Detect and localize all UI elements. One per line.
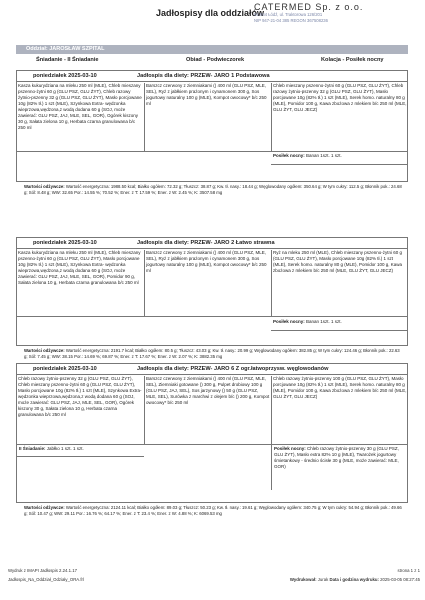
lunch-cell: Barszcz czerwony z ziemniakami () 400 ml (GLU PSZ, MLE, SEL), Ryż z jabłkiem prażonym i cynamonem 300 g, Sos jogurtowy naturalny 100 g (MLE), Kompot owocowy* b/c 250 ml (144, 250, 271, 316)
footer-app-version: Wydruk z IMAPI Jadłospis 2.24.1.17 (8, 568, 77, 573)
dinner-cell: Chleb mieszany pszenno-żytni 60 g (GLU PSZ, GLU ŻYT), Chleb razowy żytnio-pszenny 32 g (GLU PSZ, GLU ŻYT), Masło porcjowane 10g (82% tł.) 1 szt (MLE), Serek homo. naturalny 80 g (MLE), Pomidor 100 g, Kawa zbożowa z mlekiem b/c 250 ml (MLE, GLU ŻYT, GLU JECZ) (271, 83, 408, 151)
nutrition-text: Wartość energetyczna: 1988.50 kcal; Białko ogółem: 72.32 g; Tłuszcz: 38.87 g; Kw. tł. nasy.: 18.44 g; Węglowodany ogółem: 350.64 g; W tym cukry: 112.5 g; Błonnik pok.: 24.68 g; Sól: 8.48 g; WW: 32.65 Por.: 14.55 %; 70.52 %; Ener. z T: 17.59 %; Ener. z W: 2.45 %; K: 3507.58 mg (24, 184, 402, 195)
dinner-cell: Ryż na mleku 250 ml (MLE), Chleb mieszany pszenno-żytni 60 g (GLU PSZ, GLU ŻYT), Masło porcjowane 10g (82% tł.) 1 szt (MLE), Serek homo. naturalny 80 g (MLE), Pomidor 100 g, Kawa zbożowa z mlekiem b/c 250 ml (MLE, GLU ŻYT, GLU JECZ) (271, 250, 408, 316)
lunch-cell: Barszcz czerwony z ziemniakami () 400 ml (GLU PSZ, MLE, SEL), Ziemniaki gotowane () 300 g, Pulpet drobiowy 100 g (GLU PSZ, JAJ, SEL), Sos jarzynowy () 50 g (GLU PSZ, MLE, SEL), Surówka z marchwi z olejem b/c () 200 g, Kompot owocowy* b/c 250 ml (144, 376, 271, 444)
page-number: strona 1 z 1 (397, 568, 420, 573)
footer-right (252, 566, 420, 584)
printed-date: 2025-03-05 08:27:45 (380, 577, 420, 582)
block-header (17, 238, 407, 249)
printed-by-label: Wydrukował: (289, 577, 317, 582)
column-header-breakfast: Śniadanie - II Śniadanie (36, 57, 99, 63)
nutrition-text: Wartość energetyczna: 2124.11 kcal; Białko ogółem: 89.03 g; Tłuszcz: 50.23 g; Kw. tł. nasy.: 19.61 g; Węglowodany ogółem: 340.75 g; W tym cukry: 54.94 g; Błonnik pok.: 49.66 g; Sól: 10.47 g; WW: 29.11 Por.: 16.76 %; 64.17 %; Ener. z T: 23.4 %; Ener. z W: 4.88 %; K: 6069.53 mg (24, 505, 402, 516)
block-day: poniedziałek 2025-03-10 (33, 73, 97, 79)
block-header (17, 71, 407, 82)
divider (17, 316, 408, 317)
night-snack-label: Posiłek nocny: (273, 319, 305, 324)
divider (271, 330, 408, 331)
column-headers (16, 55, 408, 66)
nutrition-label: Wartości odżywcze: (24, 348, 65, 353)
nutrition-values-2 (24, 348, 404, 360)
breakfast-cell: Chleb razowy żytnio-pszenny 32 g (GLU PSZ, GLU ŻYT), Chleb mieszany pszenno-żytni 60 g (GLU PSZ, GLU ŻYT), Masło porcjowane 10g (82% tł.) 1 szt (MLE), Szynkowa Extra- wędzonka wieprzowa,wędzona,z wodą dodana 60 g (SOJ, może zawierać: GLU PSZ, JAJ, MLE, SEL, GOR), Ogórek kiszony 30 g, Sałata zielona 10 g, Herbata czarna granulowana b/c 250 ml (18, 376, 142, 417)
breakfast-cell: Kasza kukurydziana na mleku 250 ml (MLE), Chleb mieszany pszenno-żytni 60 g (GLU PSZ, GLU ŻYT), Chleb razowy żytnio-pszenny 32 g (GLU PSZ, GLU ŻYT), Masło porcjowane 10g (82% tł.) 1 szt (MLE), Szynkowa Extra- wędzonka wieprzowa,wędzona,z wodą dodana 60 g (SOJ, może zawierać: GLU PSZ, JAJ, MLE, SEL, GOR), Ogórek kiszony 30 g, Sałata zielona 10 g, Herbata czarna granulowana b/c 250 ml (18, 83, 142, 130)
nutrition-text: Wartość energetyczna: 2191.7 kcal; Białko ogółem: 80.5 g; Tłuszcz: 43.03 g; Kw. tł. nasy.: 20.99 g; Węglowodany ogółem: 382.85 g; W tym cukry: 124.46 g; Błonnik pok.: 22.63 g; Sól: 7.45 g; WW: 38.15 Por.: 14.69 %; 69.87 %; Ener. z T: 17.67 %; Ener. z W: 2.07 %; K: 3882.35 mg (24, 348, 400, 359)
night-snack-text: Banan 1szt. 1 szt. (306, 153, 342, 158)
nutrition-values-3 (24, 505, 404, 517)
breakfast-cell: Kasza kukurydziana na mleku 250 ml (MLE), Chleb mieszany pszenno-żytni 60 g (GLU PSZ, GLU ŻYT), Masło porcjowane 10g (82% tł.) 1 szt (MLE), Szynkowa Extra- wędzonka wieprzowa,wędzona,z wodą dodana 60 g (SOJ, może zawierać: GLU PSZ, JAJ, MLE, SEL, GOR), Pomidor 90 g, Sałata zielona 10 g, Herbata czarna granulowana b/c 250 ml (18, 250, 141, 285)
menu-block-diet-1 (16, 70, 408, 182)
second-breakfast-text: Jabłko 1 szt. 1 szt. (46, 446, 84, 451)
company-name: CATERMED Sp. z o.o. (254, 2, 364, 12)
night-snack (271, 152, 408, 160)
night-snack-text: Banan 1szt. 1 szt. (306, 319, 342, 324)
night-snack-label: Posiłek nocny: (274, 446, 306, 451)
second-breakfast (17, 445, 144, 453)
company-tax-ids: NIP 947-21-04 385 REGON 367508236 (254, 17, 328, 23)
printed-by: Jurak (317, 577, 329, 582)
department-label: Oddział: JAROSŁAW SZPITAL (26, 46, 105, 52)
menu-block-diet-6 (16, 363, 408, 503)
department-bar (16, 45, 408, 54)
column-header-lunch: Obiad - Podwieczorek (186, 57, 245, 63)
night-snack (271, 445, 408, 490)
nutrition-values-1 (24, 184, 404, 196)
column-header-dinner: Kolacja - Posiłek nocny (321, 57, 384, 63)
second-breakfast-label: II Śniadanie: (19, 446, 46, 451)
footer-left (8, 566, 84, 584)
night-snack-label: Posiłek nocny: (273, 153, 305, 158)
block-diet: Jadłospis dla diety: PRZEW- JARO 1 Podstawowa (137, 73, 270, 79)
nutrition-label: Wartości odżywcze: (24, 505, 65, 510)
page-title: Jadłospisy dla oddziałów (155, 8, 265, 18)
night-snack-text: Chleb razowy żytnio-pszenny 30 g (GLU PSZ, GLU ŻYT), Masło extra 82% 10 g (MLE), Twarożek jogurtowy śmietankowy - średnio ścisłe 30 g (MLE, może zawierać: MLE, GOR) (274, 446, 399, 469)
lunch-cell: Barszcz czerwony z ziemniakami () 400 ml (GLU PSZ, MLE, SEL), Ryż z jabłkiem prażonym i cynamonem 300 g, Sos jogurtowy naturalny 100 g (MLE), Kompot owocowy* b/c 250 ml (144, 83, 271, 151)
printed-date-label: Data i godzina wydruku: (329, 577, 379, 582)
nutrition-label: Wartości odżywcze: (24, 184, 65, 189)
divider (17, 456, 144, 457)
block-diet: Jadłospis dla diety: PRZEW- JARO 2 Łatwo strawna (137, 240, 275, 246)
company-address: 91-864 Łódź, ul. Traktorowa 126/201 (254, 12, 323, 17)
company-stamp (254, 2, 419, 23)
block-day: poniedziałek 2025-03-10 (33, 366, 97, 372)
block-day: poniedziałek 2025-03-10 (33, 240, 97, 246)
block-header (17, 364, 407, 375)
dinner-cell: Chleb razowy żytnio-pszenny 100 g (GLU PSZ, GLU ŻYT), Masło porcjowane 10g (82% tł.) 1 szt (MLE), Serek homo. naturalny 80 g (MLE), Pomidor 100 g, Kawa zbożowa z mlekiem b/c 250 ml (MLE, GLU ŻYT, GLU JECZ) (271, 376, 408, 444)
night-snack (271, 318, 408, 326)
footer-report-file: Jadłospis_Na_Oddział_Odziały_ORA.frl (8, 577, 84, 582)
block-diet: Jadłospis dla diety: PRZEW- JARO 6 Z ogr.łatwoprzysw. węglowodanów (137, 366, 329, 372)
menu-block-diet-2 (16, 237, 408, 346)
divider (271, 164, 408, 165)
print-info (252, 575, 420, 584)
